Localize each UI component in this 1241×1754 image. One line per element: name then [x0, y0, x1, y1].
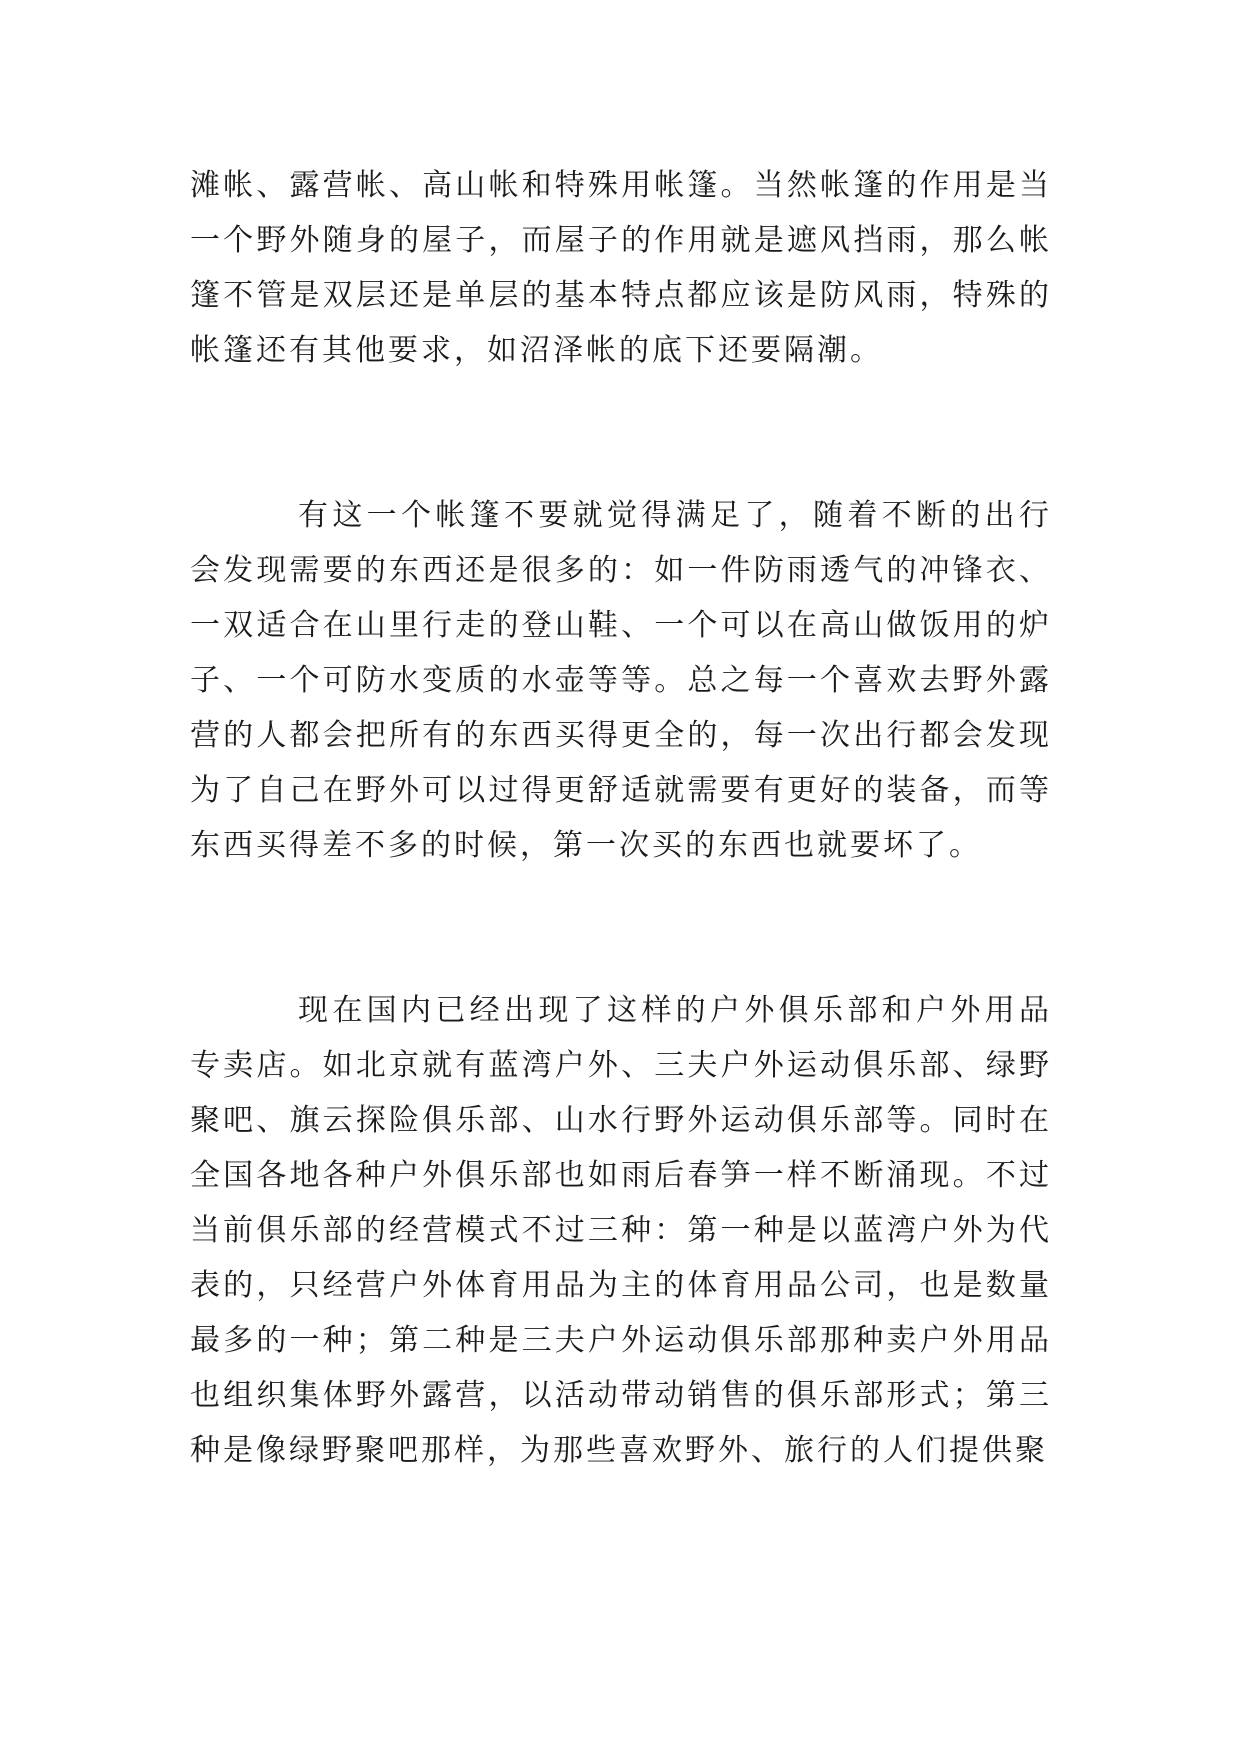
document-body: [190, 158, 1052, 1478]
paragraph-3: 现在国内已经出现了这样的户外俱乐部和户外用品专卖店。如北京就有蓝湾户外、三夫户外运动俱乐部、绿野聚吧、旗云探险俱乐部、山水行野外运动俱乐部等。同时在全国各地各种户外俱乐部也如雨后春笋一样不断涌现。不过当前俱乐部的经营模式不过三种：第一种是以蓝湾户外为代表的，只经营户外体育用品为主的体育用品公司，也是数量最多的一种；第二种是三夫户外运动俱乐部那种卖户外用品也组织集体野外露营，以活动带动销售的俱乐部形式；第三种是像绿野聚吧那样，为那些喜欢野外、旅行的人们提供聚: [190, 993, 1052, 1468]
paragraph-gap: [190, 378, 1052, 488]
paragraph-1: 滩帐、露营帐、高山帐和特殊用帐篷。当然帐篷的作用是当一个野外随身的屋子，而屋子的作用就是遮风挡雨，那么帐篷不管是双层还是单层的基本特点都应该是防风雨，特殊的帐篷还有其他要求，如沼泽帐的底下还要隔潮。: [190, 168, 1052, 368]
paragraph-2: 有这一个帐篷不要就觉得满足了，随着不断的出行会发现需要的东西还是很多的：如一件防雨透气的冲锋衣、一双适合在山里行走的登山鞋、一个可以在高山做饭用的炉子、一个可防水变质的水壶等等。总之每一个喜欢去野外露营的人都会把所有的东西买得更全的，每一次出行都会发现为了自己在野外可以过得更舒适就需要有更好的装备，而等东西买得差不多的时候，第一次买的东西也就要坏了。: [190, 498, 1052, 863]
paragraph-gap: [190, 873, 1052, 983]
